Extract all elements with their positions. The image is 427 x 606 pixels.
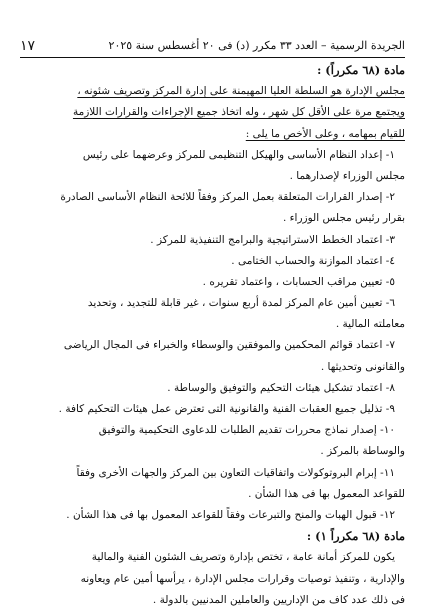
- running-header: [20, 38, 405, 54]
- item-11-line-2: للقواعد المعمول بها فى هذا الشأن .: [248, 487, 405, 500]
- article-68-1-line-2: والإدارية ، وتنفيذ توصيات وقرارات مجلس الإدارة ، يرأسها أمين عام ويعاونه: [80, 572, 405, 585]
- item-10-line-1: ١٠- إصدار نماذج محررات تقديم الطلبات للدعاوى التحكيمية والتوفيق: [98, 424, 395, 437]
- article-68-intro-line-3: للقيام بمهامه ، وعلى الأخص ما يلى :: [245, 127, 405, 140]
- item-2-line-1: ٢- إصدار القرارات المتعلقة بعمل المركز وفقاً للائحة النظام الأساسى الصادرة: [60, 191, 395, 204]
- page-number: ١٧: [20, 38, 36, 54]
- item-4: ٤- اعتماد الموازنة والحساب الختامى .: [231, 254, 395, 267]
- item-9: ٩- تذليل جميع العقبات الفنية والقانونية التى تعترض عمل هيئات التحكيم كافة .: [58, 403, 395, 415]
- document-body: [20, 60, 405, 606]
- item-5: ٥- تعيين مراقب الحسابات ، واعتماد تقريره .: [202, 275, 395, 288]
- article-68-heading: مادة (٦٨ مكرراً) :: [317, 63, 405, 77]
- item-2-line-2: بقرار رئيس مجلس الوزراء .: [282, 212, 405, 225]
- gazette-header-title: الجريدة الرسمية – العدد ٣٣ مكرر (د) فى ٢٠ أغسطس سنة ٢٠٢٥: [108, 39, 405, 52]
- item-6-line-2: معاملته المالية .: [335, 318, 405, 331]
- item-10-line-2: والوساطة بالمركز .: [320, 445, 405, 458]
- article-68-intro-line-2: ويجتمع مرة على الأقل كل شهر ، وله اتخاذ جميع الإجراءات والقرارات اللازمة: [72, 106, 405, 119]
- item-11-line-1: ١١- إبرام البروتوكولات واتفاقيات التعاون بين المركز والجهات الأخرى وفقاً: [76, 466, 395, 479]
- item-8: ٨- اعتماد تشكيل هيئات التحكيم والتوفيق والوساطة .: [167, 381, 395, 394]
- item-3: ٣- اعتماد الخطط الاستراتيجية والبرامج التنفيذية للمركز .: [150, 233, 395, 246]
- item-1-line-1: ١- إعداد النظام الأساسى والهيكل التنظيمى للمركز وعرضهما على رئيس: [82, 148, 395, 161]
- item-7-line-2: والقانونى وتحديثها .: [320, 360, 405, 373]
- article-68-1-heading: مادة (٦٨ مكرراً ١) :: [306, 529, 405, 544]
- article-68-1-line-3: فى ذلك عدد كاف من الإداريين والعاملين المدنيين بالدولة .: [152, 593, 405, 606]
- header-divider: [20, 57, 405, 58]
- article-68-intro-line-1: مجلس الإدارة هو السلطة العليا المهيمنة على إدارة المركز وتصريف شئونه ،: [77, 85, 405, 98]
- item-12: ١٢- قبول الهبات والمنح والتبرعات وفقاً للقواعد المعمول بها فى هذا الشأن .: [66, 508, 395, 521]
- item-1-line-2: مجلس الوزراء لإصدارهما .: [289, 169, 405, 182]
- item-6-line-1: ٦- تعيين أمين عام المركز لمدة أربع سنوات ، غير قابلة للتجديد ، وتحديد: [87, 297, 395, 310]
- item-7-line-1: ٧- اعتماد قوائم المحكمين والموفقين والوسطاء والخبراء فى المجال الرياضى: [63, 339, 395, 352]
- article-68-1-line-1: يكون للمركز أمانة عامة ، تختص بإدارة وتصريف الشئون الفنية والمالية: [91, 551, 395, 564]
